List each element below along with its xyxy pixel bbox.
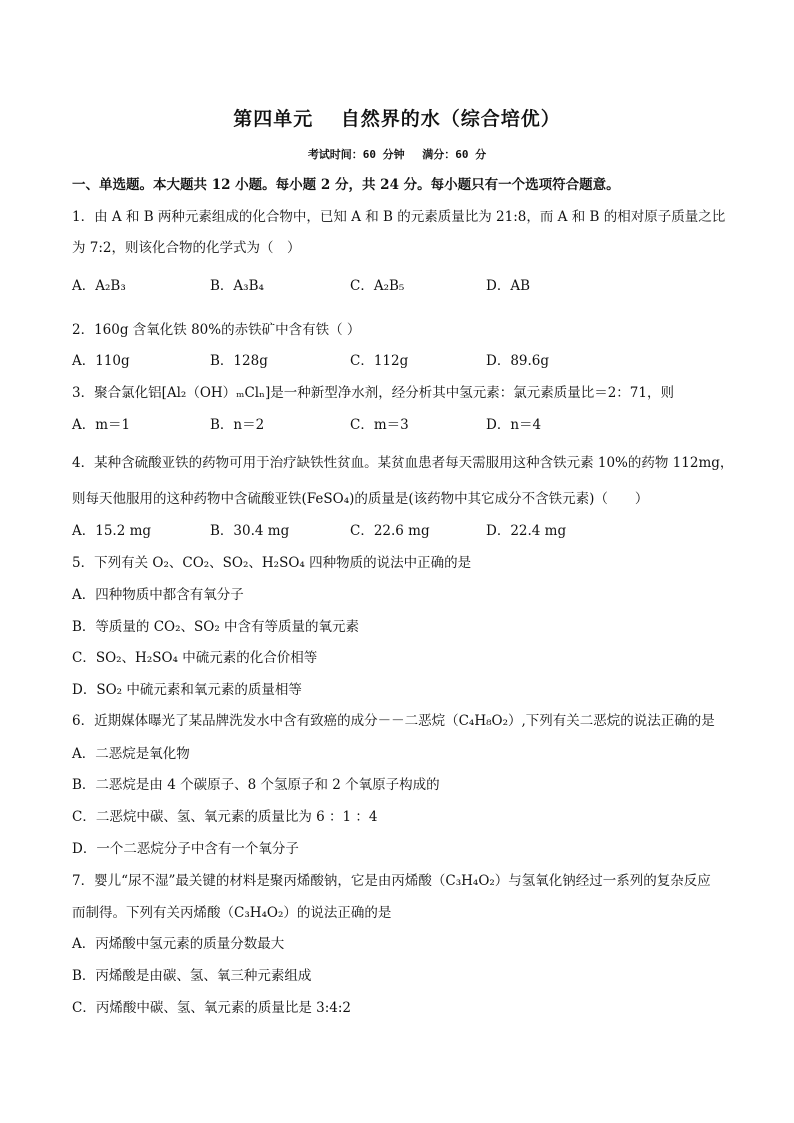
- option-c: C．A₂B₅: [350, 278, 405, 294]
- page-title: 第四单元 自然界的水（综合培优）: [233, 108, 561, 130]
- option-c: C．m＝3: [350, 417, 409, 433]
- question-2-line-1: 2．160g 含氧化铁 80%的赤铁矿中含有铁（ ）: [72, 322, 361, 338]
- question-7-option-c: C．丙烯酸中碳、氢、氧元素的质量比是 3:4:2: [72, 1000, 351, 1016]
- question-6-option-a: A．二恶烷是氧化物: [72, 746, 190, 762]
- option-d: D．n＝4: [486, 417, 542, 433]
- option-b: B．A₃B₄: [210, 278, 264, 294]
- option-c: C．22.6 mg: [350, 523, 430, 539]
- exam-meta: 考试时间：60 分钟 满分：60 分: [307, 148, 487, 161]
- option-a: A．m＝1: [72, 417, 131, 433]
- question-1-line-2: 为 7:2，则该化合物的化学式为（ ）: [72, 240, 301, 256]
- question-4-line-2: 则每天他服用的这种药物中含硫酸亚铁(FeSO₄)的质量是(该药物中其它成分不含铁元素)（ ）: [72, 491, 649, 507]
- question-5-option-c: C．SO₂、H₂SO₄ 中硫元素的化合价相等: [72, 650, 318, 666]
- question-6-line-1: 6．近期媒体曝光了某品牌洗发水中含有致癌的成分－－二恶烷（C₄H₈O₂）,下列有关二恶烷的说法正确的是: [72, 713, 715, 729]
- question-7-option-b: B．丙烯酸是由碳、氢、氧三种元素组成: [72, 968, 312, 984]
- option-a: A．15.2 mg: [72, 523, 152, 539]
- question-6-option-d: D．一个二恶烷分子中含有一个氧分子: [72, 841, 299, 857]
- question-5-line-1: 5．下列有关 O₂、CO₂、SO₂、H₂SO₄ 四种物质的说法中正确的是: [72, 555, 472, 571]
- question-7-option-a: A．丙烯酸中氢元素的质量分数最大: [72, 936, 285, 952]
- question-4-options: [72, 521, 732, 541]
- question-5-option-a: A．四种物质中都含有氧分子: [72, 587, 244, 603]
- question-5-option-d: D．SO₂ 中硫元素和氧元素的质量相等: [72, 682, 302, 698]
- option-d: D．89.6g: [486, 353, 550, 369]
- option-a: A．A₂B₃: [72, 278, 126, 294]
- option-a: A．110g: [72, 353, 130, 369]
- section-heading: 一、单选题。本大题共 12 小题。每小题 2 分，共 24 分。每小题只有一个选项符合题意。: [72, 177, 620, 193]
- question-5-option-b: B．等质量的 CO₂、SO₂ 中含有等质量的氧元素: [72, 619, 360, 635]
- question-1-options: [72, 276, 732, 296]
- question-1-line-1: 1．由 A 和 B 两种元素组成的化合物中，已知 A 和 B 的元素质量比为 21:8，而 A 和 B 的相对原子质量之比: [72, 209, 726, 225]
- option-b: B．128g: [210, 353, 268, 369]
- option-d: D．22.4 mg: [486, 523, 567, 539]
- question-6-option-b: B．二恶烷是由 4 个碳原子、8 个氢原子和 2 个氧原子构成的: [72, 777, 440, 793]
- option-b: B．30.4 mg: [210, 523, 290, 539]
- question-3-line-1: 3．聚合氯化铝[Al₂（OH）ₘClₙ]是一种新型净水剂，经分析其中氢元素：氯元素质量比＝2：71，则: [72, 385, 674, 401]
- question-2-options: [72, 351, 732, 371]
- question-7-line-1: 7．婴儿“尿不湿”最关键的材料是聚丙烯酸钠，它是由丙烯酸（C₃H₄O₂）与氢氧化钠经过一系列的复杂反应: [72, 873, 711, 889]
- option-b: B．n＝2: [210, 417, 265, 433]
- option-d: D．AB: [486, 278, 530, 294]
- question-4-line-1: 4．某种含硫酸亚铁的药物可用于治疗缺铁性贫血。某贫血患者每天需服用这种含铁元素 10%的药物 112mg，: [72, 455, 734, 471]
- question-3-options: [72, 415, 732, 435]
- option-c: C．112g: [350, 353, 409, 369]
- question-6-option-c: C．二恶烷中碳、氢、氧元素的质量比为 6 ：1 ：4: [72, 809, 378, 825]
- question-7-line-2: 而制得。下列有关丙烯酸（C₃H₄O₂）的说法正确的是: [72, 905, 392, 921]
